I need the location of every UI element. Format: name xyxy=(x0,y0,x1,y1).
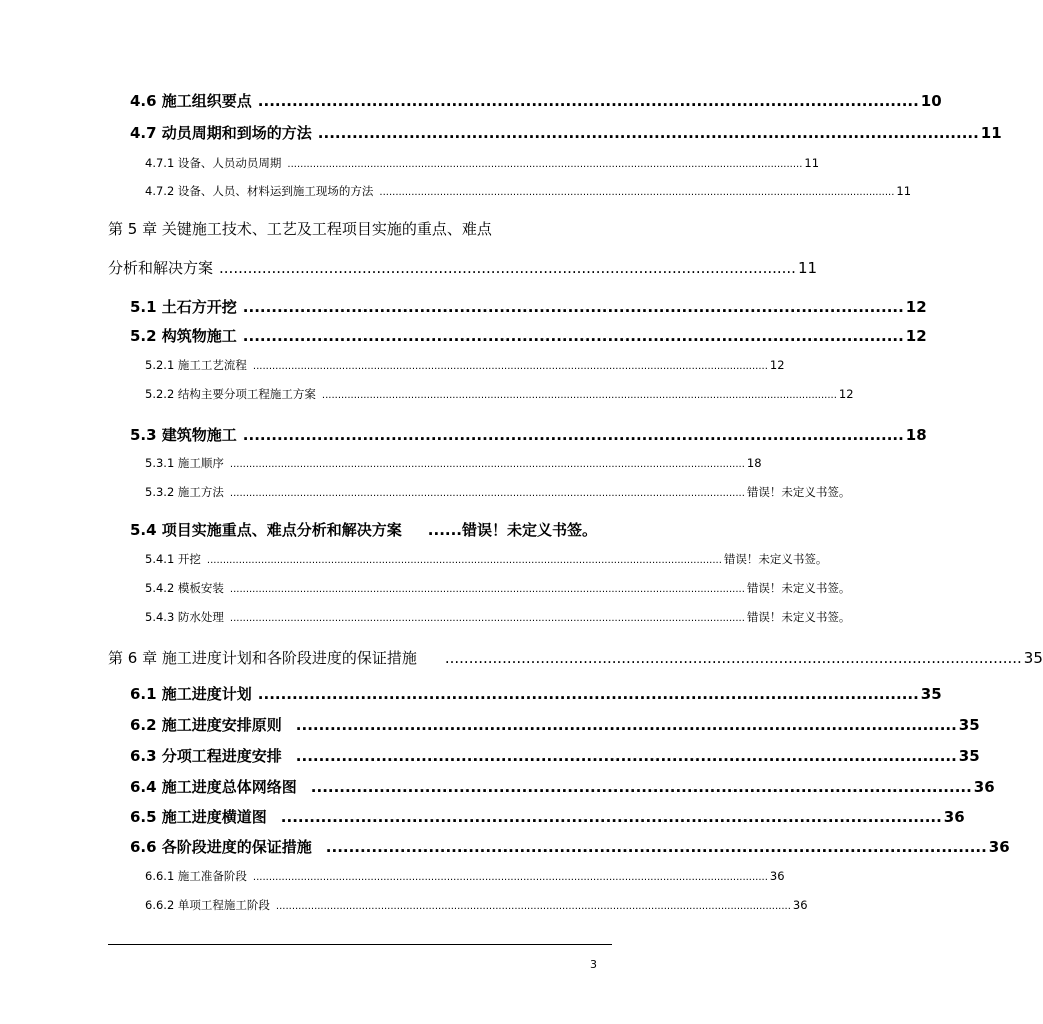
toc-entry-page: 35 xyxy=(1023,649,1043,667)
toc-entry-page: 36 xyxy=(769,869,785,883)
toc-entry-label: 5.3.1 施工顺序 xyxy=(145,456,224,470)
toc-entry-6-1[interactable] xyxy=(130,683,942,704)
toc-entry-page: 错误！未定义书签。 xyxy=(746,581,851,595)
leader-dots: .................................................................................................................................................................. xyxy=(275,901,791,912)
toc-entry-label: 6.6.2 单项工程施工阶段 xyxy=(145,898,270,912)
leader-dots: ......................................................................................................................... xyxy=(444,649,1022,667)
leader-dots: .................................................................................................................... xyxy=(280,808,942,826)
toc-entry-page: 36 xyxy=(973,778,995,796)
toc-entry-page: 错误！未定义书签。 xyxy=(746,485,851,499)
toc-entry-6-4[interactable] xyxy=(130,776,995,797)
leader-dots: .................................................................................................................... xyxy=(325,838,987,856)
toc-entry-page: 12 xyxy=(905,298,927,316)
toc-entry-label: 6.3 分项工程进度安排 xyxy=(130,747,282,765)
leader-dots: .................................................................................................................................................................. xyxy=(229,613,745,624)
toc-entry-page: 18 xyxy=(905,426,927,444)
toc-entry-page: 10 xyxy=(920,92,942,110)
page-number: 3 xyxy=(590,958,597,971)
toc-entry-label: 5.4.1 开挖 xyxy=(145,552,201,566)
toc-entry-label: 6.4 施工进度总体网络图 xyxy=(130,778,297,796)
toc-entry-page: 35 xyxy=(958,716,980,734)
toc-entry-5-2[interactable] xyxy=(130,325,927,346)
toc-entry-page: 35 xyxy=(920,685,942,703)
toc-entry-page: 18 xyxy=(746,456,762,470)
toc-entry-label: 5.2 构筑物施工 xyxy=(130,327,237,345)
toc-entry-6-6-1[interactable] xyxy=(145,868,785,884)
toc-entry-label: 5.3.2 施工方法 xyxy=(145,485,224,499)
leader-dots: .................................................................................................................................................................. xyxy=(229,488,745,499)
footer-divider xyxy=(108,944,612,945)
toc-entry-5-2-2[interactable] xyxy=(145,386,854,402)
leader-dots: .................................................................................................................... xyxy=(317,124,979,142)
toc-entry-5-3[interactable] xyxy=(130,424,927,445)
leader-dots: ......................................................................................................................... xyxy=(219,259,796,277)
leader-dots: .................................................................................................................................................................. xyxy=(321,390,837,401)
toc-entry-4-7-2[interactable] xyxy=(145,183,912,199)
toc-entry-page: 36 xyxy=(943,808,965,826)
toc-entry-page: 36 xyxy=(792,898,808,912)
leader-dots: .................................................................................................................................................................. xyxy=(252,872,768,883)
toc-entry-page: 36 xyxy=(988,838,1010,856)
leader-dots: .................................................................................................................................................................. xyxy=(252,361,768,372)
toc-entry-label: 6.5 施工进度横道图 xyxy=(130,808,267,826)
leader-dots: .................................................................................................................... xyxy=(257,92,919,110)
toc-entry-page: 12 xyxy=(905,327,927,345)
leader-dots: .................................................................................................................................................................. xyxy=(287,159,803,170)
toc-entry-page: 11 xyxy=(804,156,820,170)
toc-entry-5-4-3[interactable] xyxy=(145,609,851,625)
toc-entry-label: 分析和解决方案 xyxy=(108,259,214,277)
leader-dots: ...... xyxy=(427,521,462,539)
leader-dots: .................................................................................................................... xyxy=(257,685,919,703)
toc-entry-label: 5.4.2 模板安装 xyxy=(145,581,224,595)
toc-entry-label: 4.7.2 设备、人员、材料运到施工现场的方法 xyxy=(145,184,374,198)
toc-entry-4-6[interactable] xyxy=(130,90,942,111)
toc-entry-page: 12 xyxy=(838,387,854,401)
toc-entry-label: 第 6 章 施工进度计划和各阶段进度的保证措施 xyxy=(108,649,417,667)
toc-entry-label: 5.3 建筑物施工 xyxy=(130,426,237,444)
leader-dots: .................................................................................................................... xyxy=(310,778,972,796)
toc-entry-4-7[interactable] xyxy=(130,122,1002,143)
toc-entry-page: 错误！未定义书签。 xyxy=(723,552,828,566)
leader-dots: .................................................................................................................... xyxy=(242,298,904,316)
leader-dots: .................................................................................................................... xyxy=(295,716,957,734)
leader-dots: .................................................................................................................... xyxy=(295,747,957,765)
toc-entry-6-2[interactable] xyxy=(130,714,980,735)
toc-entry-label: 6.6 各阶段进度的保证措施 xyxy=(130,838,312,856)
toc-entry-page: 11 xyxy=(896,184,912,198)
toc-entry-label: 6.6.1 施工准备阶段 xyxy=(145,869,247,883)
toc-entry-label: 4.7 动员周期和到场的方法 xyxy=(130,124,312,142)
leader-dots: .................................................................................................................................................................. xyxy=(229,459,745,470)
toc-entry-label: 4.7.1 设备、人员动员周期 xyxy=(145,156,282,170)
chapter-5-heading: 第 5 章 关键施工技术、工艺及工程项目实施的重点、难点 xyxy=(108,220,492,238)
toc-entry-5-1[interactable] xyxy=(130,296,927,317)
toc-entry-page: 错误！未定义书签。 xyxy=(462,521,598,539)
toc-entry-5-3-1[interactable] xyxy=(145,455,762,471)
toc-entry-label: 5.2.1 施工工艺流程 xyxy=(145,358,247,372)
toc-entry-label: 5.1 土石方开挖 xyxy=(130,298,237,316)
leader-dots: .................................................................................................................................................................. xyxy=(379,187,895,198)
toc-entry-page: 11 xyxy=(980,124,1002,142)
toc-entry-5-3-2[interactable] xyxy=(145,484,851,500)
toc-entry-label: 6.2 施工进度安排原则 xyxy=(130,716,282,734)
toc-entry-5-4-1[interactable] xyxy=(145,551,828,567)
toc-entry-5-2-1[interactable] xyxy=(145,357,785,373)
toc-entry-6-6[interactable] xyxy=(130,836,1010,857)
toc-entry-page: 错误！未定义书签。 xyxy=(746,610,851,624)
leader-dots: .................................................................................................................... xyxy=(242,426,904,444)
toc-entry-label: 5.2.2 结构主要分项工程施工方案 xyxy=(145,387,316,401)
toc-entry-chapter-6[interactable] xyxy=(108,647,1043,668)
leader-dots: .................................................................................................................................................................. xyxy=(206,555,722,566)
toc-entry-label: 5.4 项目实施重点、难点分析和解决方案 xyxy=(130,521,402,539)
toc-entry-5-4-2[interactable] xyxy=(145,580,851,596)
toc-entry-6-3[interactable] xyxy=(130,745,980,766)
toc-entry-page: 12 xyxy=(769,358,785,372)
leader-dots: .................................................................................................................... xyxy=(242,327,904,345)
toc-entry-5-4[interactable] xyxy=(130,519,608,540)
toc-entry-6-5[interactable] xyxy=(130,806,965,827)
toc-entry-6-6-2[interactable] xyxy=(145,897,808,913)
toc-entry-label: 5.4.3 防水处理 xyxy=(145,610,224,624)
toc-entry-page: 35 xyxy=(958,747,980,765)
leader-dots: .................................................................................................................................................................. xyxy=(229,584,745,595)
toc-entry-label: 4.6 施工组织要点 xyxy=(130,92,252,110)
toc-entry-label: 6.1 施工进度计划 xyxy=(130,685,252,703)
toc-entry-chapter-5[interactable] xyxy=(108,257,818,278)
toc-entry-4-7-1[interactable] xyxy=(145,155,820,171)
toc-entry-page: 11 xyxy=(797,259,818,277)
